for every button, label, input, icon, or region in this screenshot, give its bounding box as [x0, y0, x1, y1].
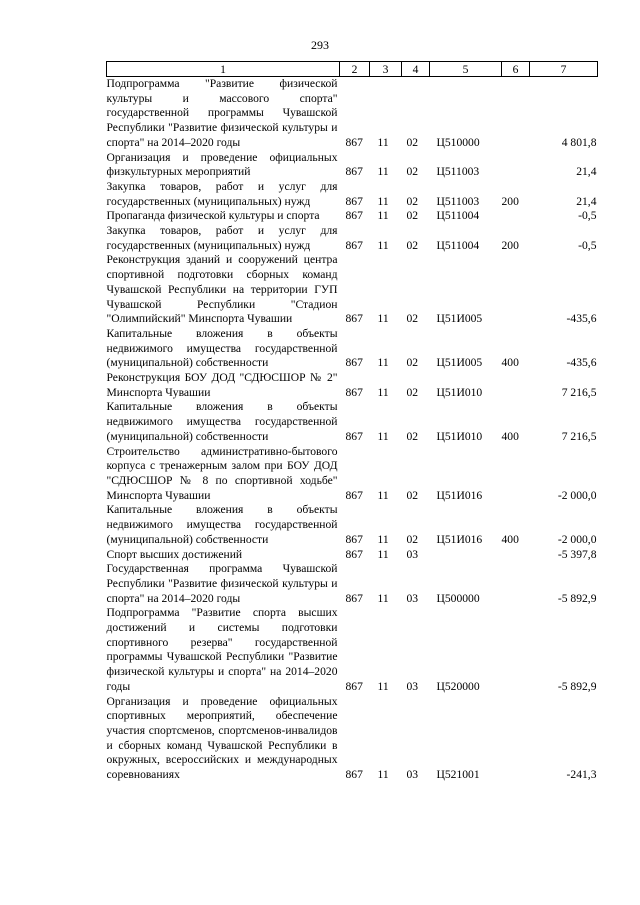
- row-amount: 7 216,5: [561, 429, 597, 443]
- row-expense-kind: 400: [501, 429, 519, 443]
- row-expense-kind: 200: [501, 194, 519, 208]
- row-section-code: 11: [377, 135, 389, 149]
- row-target-code: Ц511004: [436, 238, 480, 252]
- row-target-code: Ц511004: [436, 209, 480, 223]
- table-row: [107, 77, 598, 151]
- row-name: Пропаганда физической культуры и спорта: [106, 209, 320, 223]
- row-target-code: Ц521001: [436, 768, 480, 782]
- row-ministry-code: 867: [345, 488, 363, 502]
- row-target-code: Ц520000: [436, 679, 480, 693]
- row-ministry-code: 867: [345, 165, 363, 179]
- table-row: [107, 253, 598, 327]
- row-section-code: 11: [377, 165, 389, 179]
- row-expense-kind: 400: [501, 356, 519, 370]
- row-target-code: Ц51И010: [436, 429, 483, 443]
- header-col-6: 6: [502, 62, 530, 77]
- row-name: Реконструкция БОУ ДОД "СДЮСШОР № 2" Минспорта Чувашии: [106, 371, 338, 399]
- row-expense-kind: [502, 562, 530, 606]
- table-row: [107, 180, 598, 209]
- row-expense-kind: [502, 77, 530, 151]
- row-target-code: Ц51И005: [436, 312, 483, 326]
- row-amount: -435,6: [566, 312, 597, 326]
- row-section-code: 11: [377, 679, 389, 693]
- row-subsection-code: 02: [406, 135, 419, 149]
- row-section-code: 11: [377, 591, 389, 605]
- page-number: 293: [311, 38, 329, 52]
- row-subsection-code: 03: [406, 591, 419, 605]
- row-target-code: Ц51И016: [436, 488, 483, 502]
- row-ministry-code: 867: [345, 312, 363, 326]
- row-name: Капитальные вложения в объекты недвижимого имущества государственной (муниципальной) собственности: [106, 503, 338, 546]
- row-subsection-code: 02: [406, 356, 419, 370]
- table-row: [107, 695, 598, 783]
- row-target-code: Ц511003: [436, 165, 480, 179]
- row-target-code: Ц51И010: [436, 385, 483, 399]
- header-col-1: 1: [107, 62, 340, 77]
- row-target-code: Ц510000: [436, 135, 480, 149]
- row-name: Капитальные вложения в объекты недвижимого имущества государственной (муниципальной) собственности: [106, 400, 338, 443]
- row-ministry-code: 867: [345, 135, 363, 149]
- row-name: Закупка товаров, работ и услуг для государственных (муниципальных) нужд: [106, 179, 338, 208]
- row-target-code: Ц51И016: [436, 532, 483, 546]
- row-amount: -5 892,9: [557, 679, 597, 693]
- header-col-3: 3: [370, 62, 402, 77]
- row-section-code: 11: [377, 547, 389, 561]
- row-expense-kind: 400: [501, 532, 519, 546]
- table-row: [107, 548, 598, 563]
- row-amount: 21,4: [576, 194, 597, 208]
- row-subsection-code: 02: [406, 312, 419, 326]
- row-amount: -0,5: [578, 209, 597, 223]
- row-subsection-code: 02: [406, 429, 419, 443]
- row-name: Строительство административно-бытового корпуса с тренажерным залом при БОУ ДОД "СДЮСШОР № 8 по спортивной ходьбе" Минспорта Чувашии: [106, 444, 338, 502]
- row-section-code: 11: [377, 209, 389, 223]
- row-section-code: 11: [377, 768, 389, 782]
- table-row: [107, 445, 598, 504]
- row-amount: -2 000,0: [557, 532, 597, 546]
- table-row: [107, 503, 598, 547]
- row-section-code: 11: [377, 532, 389, 546]
- row-section-code: 11: [377, 356, 389, 370]
- row-expense-kind: [502, 151, 530, 180]
- row-ministry-code: 867: [345, 429, 363, 443]
- row-expense-kind: [502, 445, 530, 504]
- row-amount: 7 216,5: [561, 385, 597, 399]
- row-expense-kind: [502, 695, 530, 783]
- row-subsection-code: 02: [406, 165, 419, 179]
- row-name: Спорт высших достижений: [106, 547, 243, 561]
- header-col-7: 7: [530, 62, 598, 77]
- row-expense-kind: [502, 606, 530, 694]
- row-expense-kind: 200: [501, 238, 519, 252]
- table-row: [107, 400, 598, 444]
- row-subsection-code: 02: [406, 385, 419, 399]
- row-ministry-code: 867: [345, 385, 363, 399]
- table-row: [107, 224, 598, 253]
- header-col-2: 2: [340, 62, 370, 77]
- row-section-code: 11: [377, 312, 389, 326]
- row-name: Организация и проведение официальных спортивных мероприятий, обеспечение участия спортсменов, спортсменов-инвалидов и сборных команд Чувашской Республики в окружных, всероссийских и международных соревнованиях: [106, 694, 338, 782]
- row-ministry-code: 867: [345, 547, 363, 561]
- row-ministry-code: 867: [345, 532, 363, 546]
- row-amount: -5 397,8: [557, 547, 597, 561]
- row-expense-kind: [502, 253, 530, 327]
- row-target-code: Ц500000: [436, 591, 480, 605]
- row-expense-kind: [502, 209, 530, 224]
- row-subsection-code: 02: [406, 532, 419, 546]
- row-subsection-code: 02: [406, 209, 419, 223]
- table-row: [107, 209, 598, 224]
- row-ministry-code: 867: [345, 238, 363, 252]
- row-section-code: 11: [377, 429, 389, 443]
- row-ministry-code: 867: [345, 768, 363, 782]
- row-target-code: Ц511003: [436, 194, 480, 208]
- row-section-code: 11: [377, 194, 389, 208]
- row-amount: -5 892,9: [557, 591, 597, 605]
- row-ministry-code: 867: [345, 591, 363, 605]
- row-ministry-code: 867: [345, 209, 363, 223]
- row-section-code: 11: [377, 238, 389, 252]
- row-ministry-code: 867: [345, 194, 363, 208]
- row-amount: -435,6: [566, 356, 597, 370]
- row-subsection-code: 03: [406, 768, 419, 782]
- row-amount: -241,3: [566, 768, 597, 782]
- row-name: Реконструкция зданий и сооружений центра спортивной подготовки сборных команд Чувашской Республики на территории ГУП Чувашской Республики "Стадион "Олимпийский" Минспорта Чувашии: [106, 253, 338, 326]
- row-expense-kind: [502, 548, 530, 563]
- table-row: [107, 151, 598, 180]
- row-ministry-code: 867: [345, 356, 363, 370]
- header-col-5: 5: [430, 62, 502, 77]
- table-row: [107, 606, 598, 694]
- row-amount: -2 000,0: [557, 488, 597, 502]
- row-amount: -0,5: [578, 238, 597, 252]
- row-section-code: 11: [377, 488, 389, 502]
- row-subsection-code: 02: [406, 238, 419, 252]
- budget-table: [106, 61, 598, 783]
- row-target-code: [430, 548, 502, 563]
- row-target-code: Ц51И005: [436, 356, 483, 370]
- row-amount: 4 801,8: [561, 135, 597, 149]
- row-name: Подпрограмма "Развитие физической культуры и массового спорта" государственной программы Чувашской Республики "Развитие физической культуры и спорта" на 2014–2020 годы: [106, 77, 338, 149]
- table-body: [107, 77, 598, 783]
- header-col-4: 4: [402, 62, 430, 77]
- table-row: [107, 327, 598, 371]
- table-row: [107, 562, 598, 606]
- row-ministry-code: 867: [345, 679, 363, 693]
- row-expense-kind: [502, 371, 530, 400]
- table-header-row: [107, 62, 598, 77]
- row-subsection-code: 03: [406, 547, 419, 561]
- row-name: Закупка товаров, работ и услуг для государственных (муниципальных) нужд: [106, 224, 338, 252]
- row-name: Государственная программа Чувашской Республики "Развитие физической культуры и спорта" на 2014–2020 годы: [106, 562, 338, 605]
- row-name: Организация и проведение официальных физкультурных мероприятий: [106, 150, 338, 179]
- row-section-code: 11: [377, 385, 389, 399]
- row-name: Капитальные вложения в объекты недвижимого имущества государственной (муниципальной) собственности: [106, 326, 338, 370]
- row-amount: 21,4: [576, 165, 597, 179]
- row-subsection-code: 02: [406, 488, 419, 502]
- table-row: [107, 371, 598, 400]
- row-subsection-code: 03: [406, 679, 419, 693]
- row-subsection-code: 02: [406, 194, 419, 208]
- row-name: Подпрограмма "Развитие спорта высших достижений и системы подготовки спортивного резерва" государственной программы Чувашской Республики "Развитие физической культуры и спорта" на 2014–2020 годы: [106, 606, 338, 693]
